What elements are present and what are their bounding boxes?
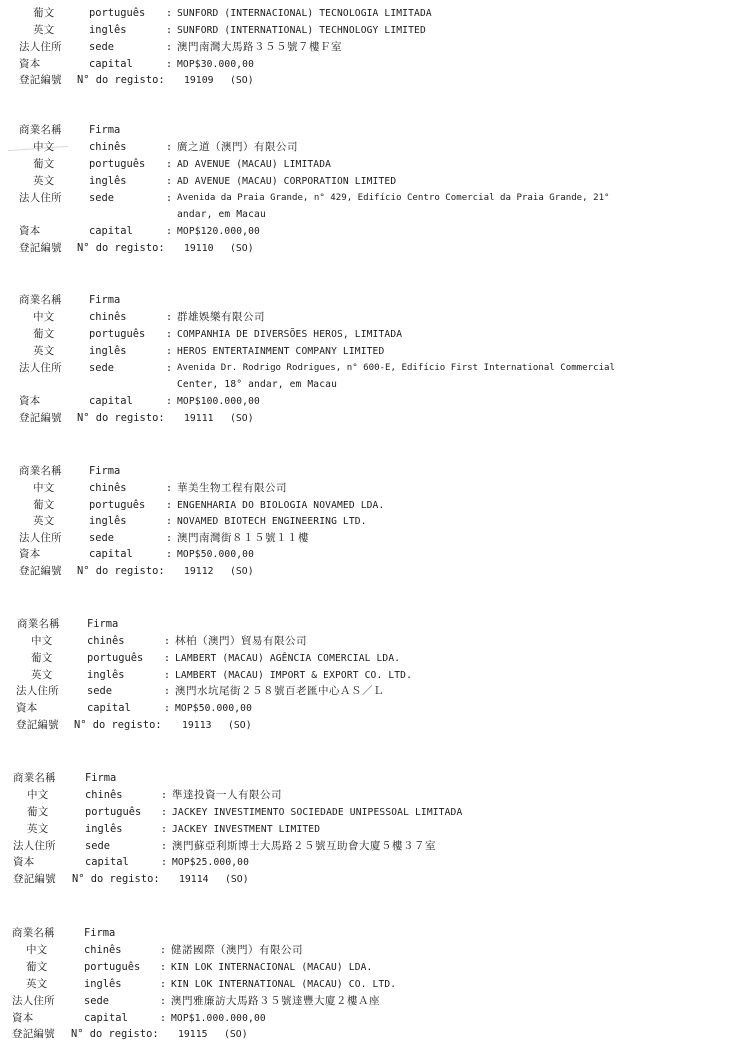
english-label-pt: inglês	[89, 345, 127, 357]
english-row	[0, 343, 738, 360]
seat-address: 澳門水坑尾街２５８號百老匯中心ＡＳ／Ｌ	[175, 685, 384, 697]
seat-address-line2: Center, 18° andar, em Macau	[177, 379, 337, 390]
colon: :	[166, 516, 173, 527]
english-label-pt: inglês	[89, 24, 127, 36]
capital-label-pt: capital	[84, 1012, 128, 1024]
colon: :	[166, 59, 173, 70]
capital-label-zh: 資本	[19, 58, 41, 70]
chinese-label-pt: chinês	[89, 141, 127, 153]
colon: :	[164, 686, 171, 697]
firm-header-row	[0, 463, 738, 480]
capital-amount: MOP$30.000,00	[177, 59, 255, 70]
capital-label-zh: 資本	[19, 548, 41, 560]
capital-amount: MOP$25.000,00	[172, 857, 250, 868]
chinese-label-zh: 中文	[31, 635, 53, 647]
seat-row	[0, 360, 738, 377]
portuguese-label-zh: 葡文	[27, 806, 49, 818]
colon: :	[166, 8, 173, 19]
portuguese-label-pt: português	[87, 652, 144, 664]
colon: :	[160, 979, 167, 990]
capital-label-pt: capital	[87, 702, 131, 714]
portuguese-row	[0, 804, 738, 821]
colon: :	[166, 500, 173, 511]
english-label-zh: 英文	[33, 345, 55, 357]
english-row	[0, 821, 738, 838]
registration-label-zh: 登記編號	[19, 565, 62, 577]
colon: :	[160, 996, 167, 1007]
seat-row	[0, 530, 738, 547]
firm-header-row	[0, 122, 738, 139]
seat-address-line2: andar, em Macau	[177, 209, 266, 220]
seat-address: 澳門蘇亞利斯博士大馬路２５號互助會大廈５樓３７室	[172, 840, 436, 852]
portuguese-label-zh: 葡文	[26, 961, 48, 973]
registration-label-pt: N° do registo:	[74, 719, 162, 731]
capital-row	[0, 1010, 738, 1027]
capital-label-pt: capital	[89, 225, 133, 237]
capital-amount: MOP$1.000.000,00	[171, 1013, 266, 1024]
portuguese-name: COMPANHIA DE DIVERSÕES HEROS, LIMITADA	[177, 329, 403, 340]
seat-row	[0, 683, 738, 700]
capital-amount: MOP$50.000,00	[177, 549, 255, 560]
capital-row	[0, 56, 738, 73]
registration-label-pt: N° do registo:	[71, 1028, 159, 1040]
registration-number: 19112	[184, 566, 214, 577]
english-row	[0, 976, 738, 993]
chinese-label-pt: chinês	[87, 635, 125, 647]
english-row	[0, 22, 738, 39]
english-row	[0, 173, 738, 190]
seat-label-pt: sede	[87, 685, 113, 697]
firm-label-pt: Firma	[89, 294, 121, 306]
portuguese-label-pt: português	[89, 328, 146, 340]
chinese-name: 準達投資一人有限公司	[172, 789, 282, 801]
english-name: NOVAMED BIOTECH ENGINEERING LTD.	[177, 516, 367, 527]
colon: :	[166, 193, 173, 204]
chinese-label-zh: 中文	[27, 789, 49, 801]
firm-label-zh: 商業名稱	[19, 124, 62, 136]
colon: :	[161, 857, 168, 868]
english-label-pt: inglês	[89, 175, 127, 187]
capital-row	[0, 854, 738, 871]
firm-header-row	[0, 770, 738, 787]
portuguese-name: AD AVENUE (MACAU) LIMITADA	[177, 159, 332, 170]
portuguese-name: KIN LOK INTERNACIONAL (MACAU) LDA.	[171, 962, 373, 973]
seat-label-pt: sede	[89, 532, 115, 544]
capital-label-zh: 資本	[19, 395, 41, 407]
registration-label-zh: 登記編號	[13, 873, 56, 885]
english-label-zh: 英文	[33, 175, 55, 187]
portuguese-row	[0, 650, 738, 667]
capital-label-zh: 資本	[12, 1012, 34, 1024]
portuguese-name: LAMBERT (MACAU) AGÊNCIA COMERCIAL LDA.	[175, 653, 401, 664]
colon: :	[160, 945, 167, 956]
registration-row	[0, 871, 738, 888]
registration-code: (SO)	[225, 874, 249, 885]
seat-address-line1: Avenida da Praia Grande, n° 429, Edifício Centro Comercial da Praia Grande, 21°	[177, 193, 610, 203]
english-name: LAMBERT (MACAU) IMPORT & EXPORT CO. LTD.	[175, 670, 413, 681]
chinese-row	[0, 309, 738, 326]
portuguese-row	[0, 497, 738, 514]
english-label-zh: 英文	[33, 24, 55, 36]
capital-label-pt: capital	[89, 395, 133, 407]
registration-number: 19109	[184, 75, 214, 86]
english-label-pt: inglês	[84, 978, 122, 990]
seat-row-continued	[0, 376, 738, 393]
firm-label-zh: 商業名稱	[12, 927, 55, 939]
registration-label-pt: N° do registo:	[77, 242, 165, 254]
registration-number: 19114	[179, 874, 209, 885]
seat-label-pt: sede	[89, 362, 115, 374]
registration-label-pt: N° do registo:	[72, 873, 160, 885]
colon: :	[164, 670, 171, 681]
registration-number: 19111	[184, 413, 214, 424]
colon: :	[166, 312, 173, 323]
portuguese-name: SUNFORD (INTERNACIONAL) TECNOLOGIA LIMITADA	[177, 8, 432, 19]
colon: :	[160, 1013, 167, 1024]
capital-amount: MOP$120.000,00	[177, 226, 260, 237]
english-label-zh: 英文	[27, 823, 49, 835]
portuguese-row	[0, 326, 738, 343]
registration-number: 19115	[178, 1029, 208, 1040]
seat-address-line1: Avenida Dr. Rodrigo Rodrigues, n° 600-E, Edifício First International Commercial	[177, 363, 615, 373]
colon: :	[166, 42, 173, 53]
seat-label-pt: sede	[89, 41, 115, 53]
seat-label-zh: 法人住所	[19, 362, 62, 374]
chinese-row	[0, 942, 738, 959]
seat-row	[0, 39, 738, 56]
registration-label-zh: 登記編號	[16, 719, 59, 731]
english-label-pt: inglês	[85, 823, 123, 835]
chinese-label-zh: 中文	[33, 482, 55, 494]
colon: :	[166, 363, 173, 374]
chinese-label-zh: 中文	[33, 311, 55, 323]
portuguese-label-pt: português	[89, 7, 146, 19]
registration-code: (SO)	[228, 720, 252, 731]
chinese-name: 健諾國際（澳門）有限公司	[171, 944, 303, 956]
capital-label-zh: 資本	[19, 225, 41, 237]
capital-label-zh: 資本	[16, 702, 38, 714]
portuguese-name: ENGENHARIA DO BIOLOGIA NOVAMED LDA.	[177, 500, 385, 511]
colon: :	[166, 549, 173, 560]
capital-row	[0, 393, 738, 410]
registration-row	[0, 410, 738, 427]
registration-label-pt: N° do registo:	[77, 74, 165, 86]
registration-label-zh: 登記編號	[12, 1028, 55, 1040]
seat-row-continued	[0, 206, 738, 223]
firm-label-pt: Firma	[85, 772, 117, 784]
colon: :	[166, 346, 173, 357]
seat-label-pt: sede	[89, 192, 115, 204]
colon: :	[166, 396, 173, 407]
portuguese-name: JACKEY INVESTIMENTO SOCIEDADE UNIPESSOAL LIMITADA	[172, 807, 463, 818]
colon: :	[164, 653, 171, 664]
chinese-label-pt: chinês	[89, 482, 127, 494]
registration-code: (SO)	[224, 1029, 248, 1040]
registration-label-pt: N° do registo:	[77, 565, 165, 577]
chinese-label-zh: 中文	[33, 141, 55, 153]
chinese-row	[0, 480, 738, 497]
registration-label-zh: 登記編號	[19, 412, 62, 424]
colon: :	[161, 841, 168, 852]
chinese-name: 華美生物工程有限公司	[177, 482, 287, 494]
seat-label-pt: sede	[85, 840, 111, 852]
english-label-zh: 英文	[33, 515, 55, 527]
portuguese-row	[0, 156, 738, 173]
chinese-label-pt: chinês	[89, 311, 127, 323]
colon: :	[164, 636, 171, 647]
seat-label-zh: 法人住所	[16, 685, 59, 697]
registration-label-zh: 登記編號	[19, 74, 62, 86]
seat-row	[0, 838, 738, 855]
registration-code: (SO)	[230, 566, 254, 577]
portuguese-row	[0, 5, 738, 22]
registration-label-zh: 登記編號	[19, 242, 62, 254]
english-row	[0, 667, 738, 684]
portuguese-label-zh: 葡文	[33, 158, 55, 170]
colon: :	[166, 25, 173, 36]
portuguese-label-pt: português	[89, 158, 146, 170]
chinese-row	[0, 633, 738, 650]
capital-label-pt: capital	[89, 548, 133, 560]
firm-label-zh: 商業名稱	[19, 294, 62, 306]
colon: :	[166, 483, 173, 494]
english-label-pt: inglês	[87, 669, 125, 681]
english-name: SUNFORD (INTERNATIONAL) TECHNOLOGY LIMITED	[177, 25, 426, 36]
english-label-zh: 英文	[31, 669, 53, 681]
portuguese-label-zh: 葡文	[33, 499, 55, 511]
colon: :	[166, 329, 173, 340]
registration-row	[0, 240, 738, 257]
capital-row	[0, 223, 738, 240]
firm-label-zh: 商業名稱	[17, 618, 60, 630]
firm-label-zh: 商業名稱	[19, 465, 62, 477]
chinese-label-pt: chinês	[85, 789, 123, 801]
registration-code: (SO)	[230, 75, 254, 86]
chinese-name: 廣之道（澳門）有限公司	[177, 141, 298, 153]
portuguese-row	[0, 959, 738, 976]
colon: :	[161, 824, 168, 835]
chinese-name: 群雄娛樂有限公司	[177, 311, 265, 323]
seat-row	[0, 190, 738, 207]
capital-amount: MOP$100.000,00	[177, 396, 260, 407]
registration-code: (SO)	[230, 413, 254, 424]
colon: :	[166, 533, 173, 544]
registration-number: 19110	[184, 243, 214, 254]
firm-header-row	[0, 616, 738, 633]
chinese-row	[0, 139, 738, 156]
capital-label-pt: capital	[85, 856, 129, 868]
english-row	[0, 513, 738, 530]
colon: :	[164, 703, 171, 714]
capital-row	[0, 546, 738, 563]
firm-label-pt: Firma	[89, 124, 121, 136]
firm-label-zh: 商業名稱	[13, 772, 56, 784]
seat-label-zh: 法人住所	[19, 41, 62, 53]
colon: :	[166, 176, 173, 187]
chinese-label-zh: 中文	[26, 944, 48, 956]
firm-label-pt: Firma	[84, 927, 116, 939]
portuguese-label-zh: 葡文	[33, 7, 55, 19]
seat-address: 澳門南灣街８１５號１１樓	[177, 532, 309, 544]
english-name: AD AVENUE (MACAU) CORPORATION LIMITED	[177, 176, 397, 187]
chinese-row	[0, 787, 738, 804]
capital-label-pt: capital	[89, 58, 133, 70]
colon: :	[161, 790, 168, 801]
portuguese-label-zh: 葡文	[31, 652, 53, 664]
registration-row	[0, 563, 738, 580]
registration-row	[0, 717, 738, 734]
colon: :	[166, 159, 173, 170]
registration-number: 19113	[182, 720, 212, 731]
colon: :	[166, 226, 173, 237]
portuguese-label-pt: português	[85, 806, 142, 818]
seat-address: 澳門南灣大馬路３５５號７樓Ｆ室	[177, 41, 342, 53]
chinese-name: 林柏（澳門）貿易有限公司	[175, 635, 307, 647]
seat-address: 澳門雅廉訪大馬路３５號達豐大廈２樓Ａ座	[171, 995, 380, 1007]
registration-row	[0, 72, 738, 89]
seat-row	[0, 993, 738, 1010]
capital-row	[0, 700, 738, 717]
seat-label-pt: sede	[84, 995, 110, 1007]
capital-amount: MOP$50.000,00	[175, 703, 253, 714]
english-label-zh: 英文	[26, 978, 48, 990]
firm-header-row	[0, 292, 738, 309]
colon: :	[166, 142, 173, 153]
registration-label-pt: N° do registo:	[77, 412, 165, 424]
chinese-label-pt: chinês	[84, 944, 122, 956]
registration-code: (SO)	[230, 243, 254, 254]
english-name: KIN LOK INTERNATIONAL (MACAU) CO. LTD.	[171, 979, 397, 990]
registration-row	[0, 1026, 738, 1043]
english-name: HEROS ENTERTAINMENT COMPANY LIMITED	[177, 346, 385, 357]
colon: :	[161, 807, 168, 818]
portuguese-label-zh: 葡文	[33, 328, 55, 340]
portuguese-label-pt: português	[84, 961, 141, 973]
firm-header-row	[0, 925, 738, 942]
seat-label-zh: 法人住所	[13, 840, 56, 852]
english-label-pt: inglês	[89, 515, 127, 527]
seat-label-zh: 法人住所	[19, 192, 62, 204]
firm-label-pt: Firma	[89, 465, 121, 477]
seat-label-zh: 法人住所	[19, 532, 62, 544]
colon: :	[160, 962, 167, 973]
english-name: JACKEY INVESTMENT LIMITED	[172, 824, 321, 835]
portuguese-label-pt: português	[89, 499, 146, 511]
firm-label-pt: Firma	[87, 618, 119, 630]
seat-label-zh: 法人住所	[12, 995, 55, 1007]
capital-label-zh: 資本	[13, 856, 35, 868]
